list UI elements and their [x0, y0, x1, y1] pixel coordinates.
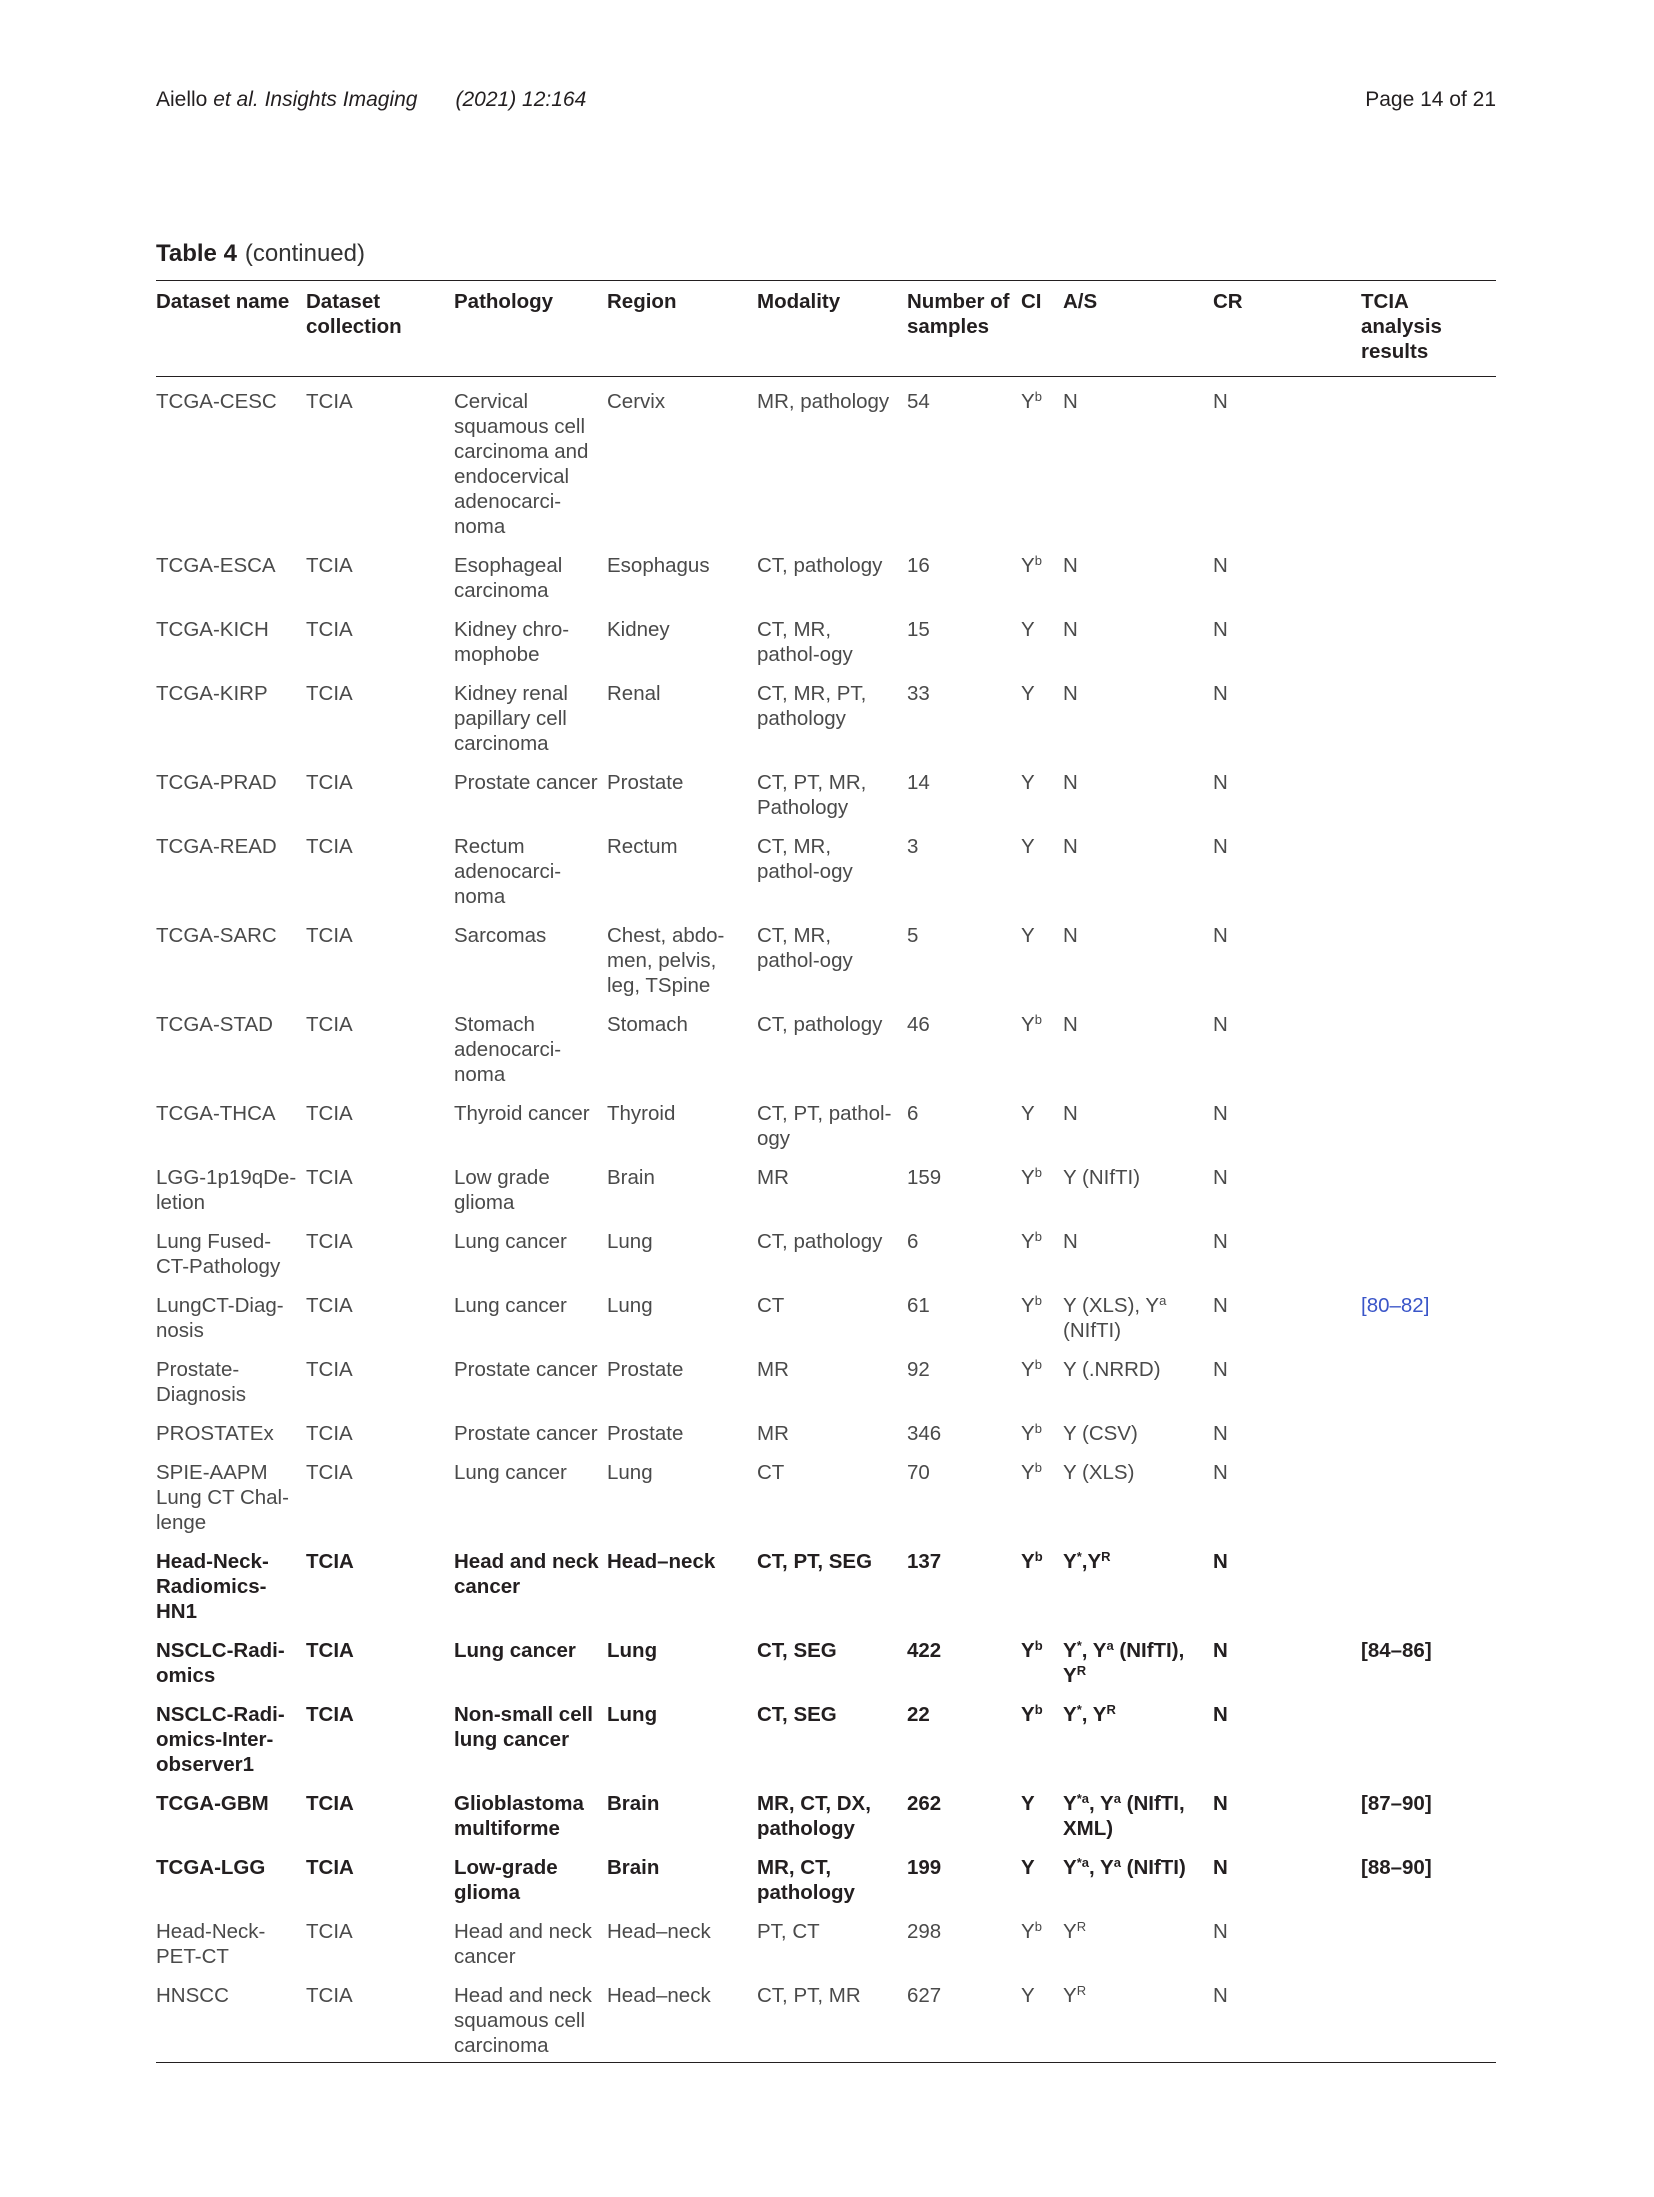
- cell-pathology: Cervical squamous cell carcinoma and endocervical adenocarci-noma: [454, 390, 589, 538]
- cell-dataset-name: TCGA-READ: [156, 835, 277, 858]
- cell-dataset-collection: TCIA: [306, 1422, 353, 1445]
- cell-as: N: [1063, 771, 1078, 794]
- cell-tcia-analysis-results: [1361, 1222, 1496, 1286]
- cell-region: Esophagus: [607, 554, 710, 577]
- cell-ci: Y: [1021, 771, 1035, 794]
- page-number: Page 14 of 21: [1365, 88, 1496, 111]
- cell-dataset-collection: TCIA: [306, 618, 353, 641]
- table-row: [156, 916, 1496, 1005]
- cell-pathology: Head and neck cancer: [454, 1920, 592, 1968]
- cell-modality: CT: [757, 1461, 785, 1484]
- cell-ci: Y: [1021, 1102, 1035, 1125]
- cell-as: $Y^{*a}$, $Y^a$ (NIfTI): [1063, 1855, 1186, 1879]
- cell-tcia-analysis-results: [1361, 546, 1496, 610]
- cell-dataset-collection: TCIA: [306, 682, 353, 705]
- cell-dataset-name: TCGA-STAD: [156, 1013, 273, 1036]
- cell-pathology: Stomach adenocarci-noma: [454, 1013, 562, 1086]
- cell-dataset-collection: TCIA: [306, 1294, 353, 1317]
- column-header-dataset-collection: Dataset collection: [306, 281, 454, 377]
- table-row: [156, 377, 1496, 547]
- cell-dataset-collection: TCIA: [306, 1230, 353, 1253]
- table-row: [156, 1414, 1496, 1453]
- column-header-pathology: Pathology: [454, 281, 607, 377]
- cell-number-of-samples: 54: [907, 390, 930, 413]
- cell-dataset-collection: TCIA: [306, 771, 353, 794]
- cell-tcia-analysis-results: [1361, 763, 1496, 827]
- cell-region: Prostate: [607, 1358, 684, 1381]
- cell-region: Lung: [607, 1639, 658, 1662]
- cell-region: Head–neck: [607, 1920, 711, 1943]
- cell-ci: $Y^b$: [1021, 1460, 1042, 1484]
- cell-cr: N: [1213, 771, 1228, 794]
- cell-ci: Y: [1021, 1856, 1035, 1879]
- cell-tcia-analysis-results: [1361, 1350, 1496, 1414]
- cell-modality: MR, pathology: [757, 390, 890, 413]
- cell-number-of-samples: 5: [907, 924, 919, 947]
- cell-dataset-name: TCGA-ESCA: [156, 554, 276, 577]
- cell-region: Cervix: [607, 390, 666, 413]
- cell-modality: CT, pathology: [757, 1230, 883, 1253]
- cell-tcia-analysis-results: [1361, 610, 1496, 674]
- cell-tcia-analysis-results: [1361, 1005, 1496, 1094]
- cell-cr: N: [1213, 1461, 1228, 1484]
- cell-region: Brain: [607, 1166, 655, 1189]
- cell-dataset-collection: TCIA: [306, 1461, 353, 1484]
- cell-region: Thyroid: [607, 1102, 676, 1125]
- column-header-number-of-samples: Number of samples: [907, 281, 1021, 377]
- cell-ci: Y: [1021, 618, 1035, 641]
- cell-pathology: Prostate cancer: [454, 1422, 598, 1445]
- cell-pathology: Thyroid cancer: [454, 1102, 590, 1125]
- cell-pathology: Rectum adenocarci-noma: [454, 835, 562, 908]
- cell-tcia-analysis-results[interactable]: [80–82]: [1361, 1294, 1430, 1317]
- table-row: [156, 1094, 1496, 1158]
- cell-as: Y*, $Y^a$ (NIfTI), $Y^R$: [1063, 1638, 1185, 1687]
- column-header-modality: Modality: [757, 281, 907, 377]
- cell-tcia-analysis-results[interactable]: [87–90]: [1361, 1792, 1432, 1815]
- cell-region: Head–neck: [607, 1550, 716, 1573]
- cell-pathology: Sarcomas: [454, 924, 547, 947]
- cell-modality: CT, MR, pathol-ogy: [757, 924, 853, 972]
- cell-modality: MR, CT, DX, pathology: [757, 1792, 871, 1840]
- cell-pathology: Prostate cancer: [454, 771, 598, 794]
- cell-dataset-name: TCGA-SARC: [156, 924, 277, 947]
- table-row: [156, 763, 1496, 827]
- cell-modality: MR: [757, 1422, 789, 1445]
- cell-modality: CT, MR, pathol-ogy: [757, 835, 853, 883]
- cell-dataset-collection: TCIA: [306, 1639, 354, 1662]
- cell-dataset-name: Prostate-Diagnosis: [156, 1358, 247, 1406]
- cell-region: Lung: [607, 1294, 653, 1317]
- cell-region: Chest, abdo-men, pelvis, leg, TSpine: [607, 924, 725, 997]
- cell-dataset-name: NSCLC-Radi-omics: [156, 1639, 285, 1687]
- cell-number-of-samples: 298: [907, 1920, 942, 1943]
- table-row: [156, 1542, 1496, 1631]
- column-header-as: A/S: [1063, 281, 1213, 377]
- cell-cr: N: [1213, 682, 1228, 705]
- cell-tcia-analysis-results: [1361, 377, 1496, 547]
- cell-ci: $Y^b$: [1021, 389, 1042, 413]
- cell-ci: $Y^b$: [1021, 1638, 1043, 1662]
- cell-cr: N: [1213, 1230, 1228, 1253]
- cell-dataset-name: SPIE-AAPM Lung CT Chal-lenge: [156, 1461, 289, 1534]
- cell-as: N: [1063, 554, 1078, 577]
- cell-modality: CT, PT, MR: [757, 1976, 907, 2063]
- cell-dataset-name: TCGA-PRAD: [156, 771, 277, 794]
- header-authors: Aiello: [156, 88, 214, 111]
- cell-modality: PT, CT: [757, 1920, 820, 1943]
- table-row: [156, 1848, 1496, 1912]
- cell-as: Y (.NRRD): [1063, 1358, 1161, 1381]
- cell-pathology: Kidney renal papillary cell carcinoma: [454, 682, 568, 755]
- cell-region: Brain: [607, 1856, 660, 1879]
- cell-modality: CT, pathology: [757, 554, 883, 577]
- cell-region: Prostate: [607, 1422, 684, 1445]
- cell-dataset-collection: TCIA: [306, 1102, 353, 1125]
- cell-region: Head–neck: [607, 1976, 757, 2063]
- cell-number-of-samples: 199: [907, 1856, 942, 1879]
- cell-cr: N: [1213, 835, 1228, 858]
- column-header-dataset-name: Dataset name: [156, 281, 306, 377]
- cell-as: N: [1063, 835, 1078, 858]
- cell-dataset-name: TCGA-THCA: [156, 1102, 276, 1125]
- cell-ci: $Y^b$: [1021, 1357, 1042, 1381]
- cell-pathology: Lung cancer: [454, 1294, 567, 1317]
- cell-number-of-samples: 3: [907, 835, 919, 858]
- header-journal: et al. Insights Imaging: [213, 88, 418, 111]
- cell-number-of-samples: 422: [907, 1639, 942, 1662]
- column-header-cr: CR: [1213, 281, 1361, 377]
- cell-tcia-analysis-results: [1361, 916, 1496, 1005]
- cell-dataset-name: TCGA-GBM: [156, 1792, 269, 1815]
- cell-number-of-samples: 15: [907, 618, 930, 641]
- cell-dataset-collection: TCIA: [306, 924, 353, 947]
- table-continued-note: (continued): [244, 240, 365, 267]
- cell-ci: Y: [1021, 924, 1035, 947]
- cell-pathology: Non-small cell lung cancer: [454, 1703, 593, 1751]
- cell-region: Lung: [607, 1703, 658, 1726]
- cell-modality: CT, PT, pathol-ogy: [757, 1102, 892, 1150]
- cell-dataset-collection: TCIA: [306, 1856, 354, 1879]
- table-row: [156, 674, 1496, 763]
- table-row: [156, 1350, 1496, 1414]
- cell-pathology: Lung cancer: [454, 1230, 567, 1253]
- cell-dataset-name: Head-Neck-PET-CT: [156, 1920, 266, 1968]
- cell-as: N: [1063, 618, 1078, 641]
- cell-dataset-collection: TCIA: [306, 390, 353, 413]
- cell-as: $Y^{*a}$, $Y^a$ (NIfTI, XML): [1063, 1791, 1185, 1840]
- cell-dataset-name: PROSTATEx: [156, 1422, 274, 1445]
- cell-ci: Y: [1021, 1976, 1063, 2063]
- table-row: [156, 1912, 1496, 1976]
- cell-tcia-analysis-results: [1361, 1414, 1496, 1453]
- cell-ci: $Y^b$: [1021, 1421, 1042, 1445]
- cell-pathology: Lung cancer: [454, 1639, 576, 1662]
- cell-dataset-collection: TCIA: [306, 1976, 454, 2063]
- cell-number-of-samples: 6: [907, 1230, 919, 1253]
- cell-number-of-samples: 262: [907, 1792, 942, 1815]
- cell-dataset-collection: TCIA: [306, 1792, 354, 1815]
- cell-cr: N: [1213, 1102, 1228, 1125]
- cell-tcia-analysis-results: [1361, 1912, 1496, 1976]
- cell-modality: CT, MR, pathol-ogy: [757, 618, 853, 666]
- cell-as: Y (NIfTI): [1063, 1166, 1141, 1189]
- running-header-citation: [156, 88, 586, 112]
- table-row: [156, 1005, 1496, 1094]
- table-row: [156, 1222, 1496, 1286]
- cell-number-of-samples: 33: [907, 682, 930, 705]
- cell-tcia-analysis-results: [1361, 827, 1496, 916]
- cell-tcia-analysis-results[interactable]: [84–86]: [1361, 1639, 1432, 1662]
- cell-dataset-collection: TCIA: [306, 1013, 353, 1036]
- cell-as: N: [1063, 682, 1078, 705]
- cell-number-of-samples: 61: [907, 1294, 930, 1317]
- cell-cr: N: [1213, 1550, 1228, 1573]
- cell-ci: $Y^b$: [1021, 1549, 1043, 1573]
- cell-as: $Y^R$: [1063, 1919, 1087, 1943]
- cell-dataset-name: TCGA-KICH: [156, 618, 269, 641]
- cell-dataset-name: TCGA-LGG: [156, 1856, 266, 1879]
- cell-number-of-samples: 92: [907, 1358, 930, 1381]
- table-row: [156, 1695, 1496, 1784]
- cell-region: Lung: [607, 1461, 653, 1484]
- cell-tcia-analysis-results: [1361, 1453, 1496, 1542]
- cell-number-of-samples: 22: [907, 1703, 930, 1726]
- cell-tcia-analysis-results: [1361, 674, 1496, 763]
- cell-dataset-name: NSCLC-Radi-omics-Inter-observer1: [156, 1703, 285, 1776]
- cell-tcia-analysis-results[interactable]: [88–90]: [1361, 1856, 1432, 1879]
- cell-as: Y (CSV): [1063, 1422, 1138, 1445]
- cell-cr: N: [1213, 618, 1228, 641]
- table-row: [156, 546, 1496, 610]
- cell-ci: $Y^b$: [1021, 1012, 1042, 1036]
- cell-modality: CT, PT, SEG: [757, 1550, 873, 1573]
- table-row: [156, 1286, 1496, 1350]
- cell-region: Stomach: [607, 1013, 688, 1036]
- cell-tcia-analysis-results: [1361, 1542, 1496, 1631]
- cell-dataset-collection: TCIA: [306, 1550, 354, 1573]
- cell-as: N: [1063, 1013, 1078, 1036]
- cell-as: Y (XLS): [1063, 1461, 1135, 1484]
- cell-as: $Y^*,Y^R$: [1063, 1549, 1111, 1573]
- column-header-ci: CI: [1021, 281, 1063, 377]
- table-row: [156, 610, 1496, 674]
- table-row: [156, 827, 1496, 916]
- cell-pathology: Low grade glioma: [454, 1166, 550, 1214]
- cell-ci: Y: [1021, 1792, 1035, 1815]
- cell-dataset-collection: TCIA: [306, 554, 353, 577]
- cell-number-of-samples: 159: [907, 1166, 942, 1189]
- cell-pathology: Prostate cancer: [454, 1358, 598, 1381]
- cell-region: Prostate: [607, 771, 684, 794]
- cell-pathology: Head and neck cancer: [454, 1550, 599, 1598]
- cell-modality: MR: [757, 1166, 789, 1189]
- cell-cr: N: [1213, 1422, 1228, 1445]
- table-caption: [156, 240, 365, 268]
- cell-modality: MR, CT, pathology: [757, 1856, 855, 1904]
- cell-pathology: Esophageal carcinoma: [454, 554, 563, 602]
- cell-dataset-name: LGG-1p19qDe-letion: [156, 1166, 297, 1214]
- cell-pathology: Low-grade glioma: [454, 1856, 558, 1904]
- cell-as: N: [1063, 390, 1078, 413]
- cell-region: Kidney: [607, 618, 670, 641]
- column-header-tcia-analysis-results: TCIA analysis results: [1361, 281, 1496, 377]
- cell-cr: N: [1213, 1792, 1228, 1815]
- cell-number-of-samples: 46: [907, 1013, 930, 1036]
- cell-region: Lung: [607, 1230, 653, 1253]
- cell-region: Renal: [607, 682, 661, 705]
- cell-ci: $Y^b$: [1021, 1702, 1043, 1726]
- cell-dataset-name: LungCT-Diag-nosis: [156, 1294, 284, 1342]
- cell-cr: N: [1213, 1920, 1228, 1943]
- table-row: [156, 1453, 1496, 1542]
- column-header-region: Region: [607, 281, 757, 377]
- cell-cr: N: [1213, 1976, 1361, 2063]
- cell-pathology: Kidney chro-mophobe: [454, 618, 570, 666]
- cell-dataset-name: HNSCC: [156, 1976, 306, 2063]
- cell-as: Y (XLS), $Y^a$ (NIfTI): [1063, 1293, 1167, 1342]
- cell-cr: N: [1213, 554, 1228, 577]
- cell-dataset-name: TCGA-CESC: [156, 390, 277, 413]
- cell-ci: $Y^b$: [1021, 1229, 1042, 1253]
- cell-cr: N: [1213, 1856, 1228, 1879]
- cell-cr: N: [1213, 390, 1228, 413]
- cell-number-of-samples: 627: [907, 1976, 1021, 2063]
- cell-dataset-name: TCGA-KIRP: [156, 682, 268, 705]
- cell-modality: CT, pathology: [757, 1013, 883, 1036]
- cell-as: N: [1063, 1230, 1078, 1253]
- cell-modality: CT, PT, MR, Pathology: [757, 771, 867, 819]
- cell-modality: MR: [757, 1358, 789, 1381]
- cell-cr: N: [1213, 1703, 1228, 1726]
- cell-tcia-analysis-results: [1361, 1695, 1496, 1784]
- cell-number-of-samples: 6: [907, 1102, 919, 1125]
- cell-number-of-samples: 137: [907, 1550, 942, 1573]
- cell-modality: CT, MR, PT, pathology: [757, 682, 867, 730]
- table-row: [156, 1631, 1496, 1695]
- cell-cr: N: [1213, 924, 1228, 947]
- cell-pathology: Glioblastoma multiforme: [454, 1792, 584, 1840]
- header-year-volume: (2021) 12:164: [455, 88, 587, 111]
- cell-dataset-collection: TCIA: [306, 1358, 353, 1381]
- table-label: Table 4: [156, 240, 237, 267]
- cell-tcia-analysis-results: [1361, 1158, 1496, 1222]
- cell-cr: N: [1213, 1358, 1228, 1381]
- cell-tcia-analysis-results: [1361, 1976, 1496, 2063]
- cell-ci: $Y^b$: [1021, 1919, 1042, 1943]
- cell-pathology: Lung cancer: [454, 1461, 567, 1484]
- table-row: [156, 1976, 1496, 2063]
- cell-dataset-collection: TCIA: [306, 1920, 353, 1943]
- cell-pathology: Head and neck squamous cell carcinoma: [454, 1976, 607, 2063]
- table-row: [156, 1158, 1496, 1222]
- cell-tcia-analysis-results: [1361, 1094, 1496, 1158]
- table-row: [156, 1784, 1496, 1848]
- datasets-table: [156, 280, 1496, 2063]
- cell-dataset-name: Lung Fused-CT-Pathology: [156, 1230, 281, 1278]
- table-body: [156, 377, 1496, 2063]
- cell-cr: N: [1213, 1166, 1228, 1189]
- cell-cr: N: [1213, 1639, 1228, 1662]
- cell-dataset-collection: TCIA: [306, 1703, 354, 1726]
- cell-as: N: [1063, 924, 1078, 947]
- cell-cr: N: [1213, 1013, 1228, 1036]
- cell-as: Y*, $Y^R$: [1063, 1702, 1116, 1726]
- cell-number-of-samples: 14: [907, 771, 930, 794]
- cell-dataset-name: Head-Neck-Radiomics-HN1: [156, 1550, 269, 1623]
- cell-number-of-samples: 16: [907, 554, 930, 577]
- cell-as: $Y^R$: [1063, 1976, 1213, 2063]
- cell-number-of-samples: 70: [907, 1461, 930, 1484]
- cell-modality: CT, SEG: [757, 1639, 837, 1662]
- cell-as: N: [1063, 1102, 1078, 1125]
- cell-modality: CT: [757, 1294, 785, 1317]
- cell-ci: Y: [1021, 835, 1035, 858]
- table-header-row: [156, 281, 1496, 377]
- cell-ci: $Y^b$: [1021, 553, 1042, 577]
- cell-ci: $Y^b$: [1021, 1165, 1042, 1189]
- cell-ci: Y: [1021, 682, 1035, 705]
- cell-dataset-collection: TCIA: [306, 1166, 353, 1189]
- cell-ci: $Y^b$: [1021, 1293, 1042, 1317]
- cell-modality: CT, SEG: [757, 1703, 837, 1726]
- cell-dataset-collection: TCIA: [306, 835, 353, 858]
- cell-cr: N: [1213, 1294, 1228, 1317]
- cell-region: Rectum: [607, 835, 678, 858]
- cell-region: Brain: [607, 1792, 660, 1815]
- cell-number-of-samples: 346: [907, 1422, 942, 1445]
